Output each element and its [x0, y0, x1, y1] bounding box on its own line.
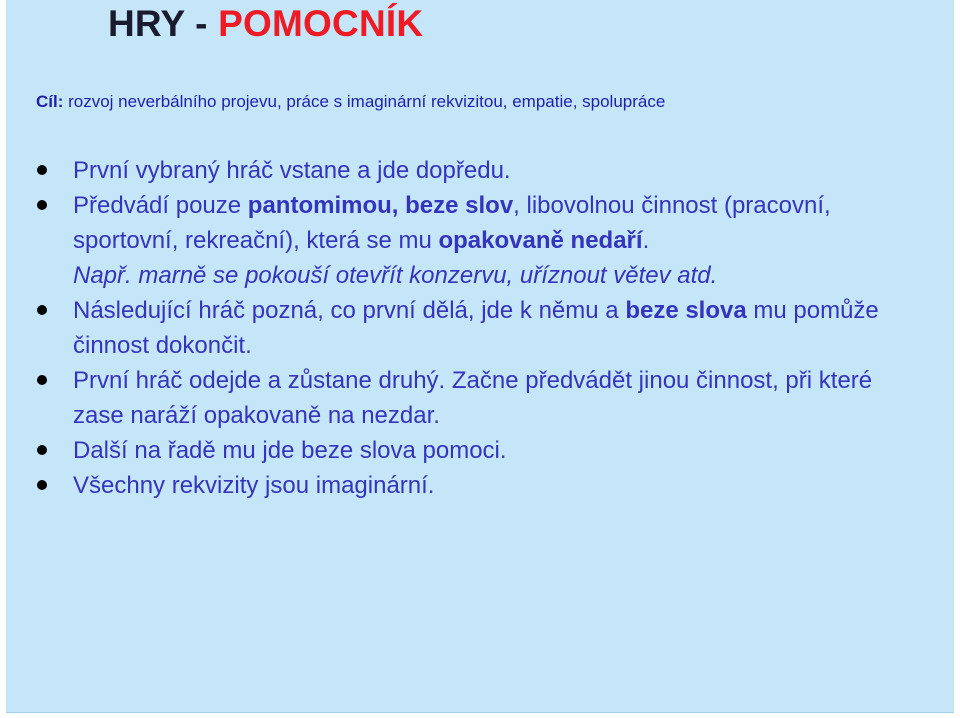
- bullet-text: Další na řadě mu jde beze slova pomoci.: [73, 437, 507, 464]
- list-item: [36, 433, 916, 468]
- bullet-text: První hráč odejde a zůstane druhý. Začne předvádět jinou činnost, při které zase naráží opakovaně na nezdar.: [73, 367, 873, 429]
- emphasis-pantomime: pantomimou, beze slov: [247, 192, 514, 219]
- list-item: [36, 468, 916, 503]
- bullet-dot-icon: [37, 375, 47, 385]
- emphasis-without-words: beze slova: [625, 297, 747, 324]
- bullet-dot-icon: [37, 445, 47, 455]
- bullet-text: Předvádí pouze: [73, 192, 248, 219]
- title-part-pomocnik: POMOCNÍK: [218, 3, 424, 44]
- title-part-hry: HRY -: [108, 3, 219, 44]
- bullet-text: První vybraný hráč vstane a jde dopředu.: [73, 157, 511, 184]
- bullet-dot-icon: [37, 480, 47, 490]
- bullet-text: , libovolnou činnost (pracovní, sportovní, rekreační), která se mu: [73, 192, 831, 254]
- bullet-dot-icon: [37, 305, 47, 315]
- goal-label: Cíl:: [36, 92, 64, 111]
- list-item: [36, 188, 916, 293]
- slide: [6, 0, 954, 713]
- bullet-dot-icon: [37, 165, 47, 175]
- bullet-text: .: [642, 227, 650, 254]
- list-item: [36, 363, 916, 433]
- page-title: [108, 2, 423, 46]
- goal-line: [36, 91, 665, 113]
- bullet-text: Následující hráč pozná, co první dělá, jde k němu a: [73, 297, 626, 324]
- example-text: Např. marně se pokouší otevřít konzervu, uříznout větev atd.: [73, 262, 718, 289]
- list-item: [36, 293, 916, 363]
- rules-list: [36, 153, 916, 503]
- bullet-text: mu pomůže činnost dokončit.: [73, 297, 879, 359]
- bullet-text: Všechny rekvizity jsou imaginární.: [73, 472, 435, 499]
- bullet-dot-icon: [37, 200, 47, 210]
- emphasis-repeated-failure: opakovaně nedaří: [438, 227, 643, 254]
- goal-text: rozvoj neverbálního projevu, práce s imaginární rekvizitou, empatie, spolupráce: [63, 92, 666, 111]
- list-item: [36, 153, 916, 188]
